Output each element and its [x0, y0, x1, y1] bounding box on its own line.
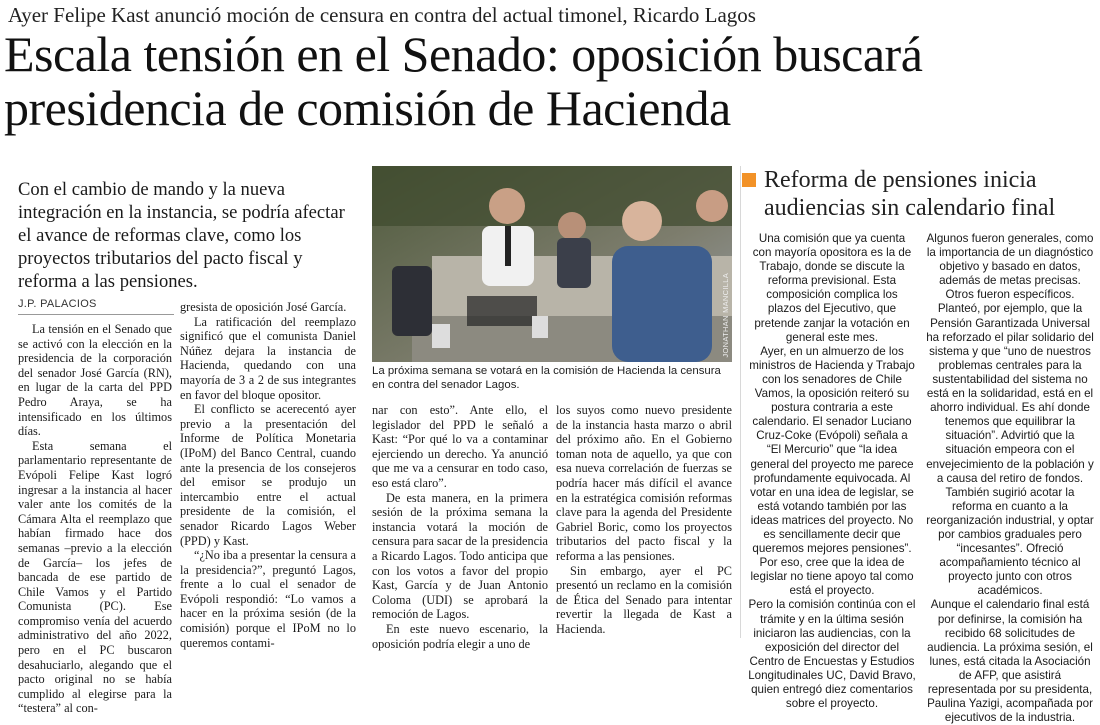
paragraph: “¿No iba a presentar la censura a la presidencia?”, preguntó Lagos, frente a lo cual el senador de Evópoli respondió: “Lo vamos a hacer en la próxima sesión (de la comisión) porque el IPoM no lo queremos contami-	[180, 548, 356, 650]
sidebar-divider	[740, 166, 741, 638]
byline: J.P. PALACIOS	[18, 298, 97, 310]
paragraph: La ratificación del reemplazo significó que el comunista Daniel Núñez dejara la instancia de Hacienda, quedando con una mayoría de 3 a 2 de sus integrantes en favor del bloque opositor.	[180, 314, 356, 402]
orange-square-icon	[742, 173, 756, 187]
paragraph: gresista de oposición José García.	[180, 300, 347, 314]
body-column-3	[372, 403, 548, 651]
headline	[4, 27, 1098, 135]
paragraph: Algunos fueron generales, como la importancia de un diagnóstico objetivo y basado en datos, además de metas precisas.	[926, 232, 1094, 288]
news-photo	[372, 166, 732, 362]
photo-illustration	[372, 166, 732, 362]
photo-credit: JONATHAN MANCILLA	[721, 273, 730, 358]
sidebar-column-1	[748, 232, 916, 711]
lead-paragraph: Con el cambio de mando y la nueva integración en la instancia, se podría afectar el avance de reformas clave, como los proyectos tributarios del pacto fiscal y reforma a las pensiones.	[18, 179, 345, 292]
kicker: Ayer Felipe Kast anunció moción de censura en contra del actual timonel, Ricardo Lagos	[8, 3, 756, 27]
body-column-2	[180, 300, 356, 650]
paragraph: La tensión en el Senado que se activó con la elección en la presidencia de la corporación del senador José García (RN), en lugar de la carta del PPD Pedro Araya, se ha intensificado en los últimos días.	[18, 322, 172, 439]
sidebar-column-2	[924, 232, 1096, 725]
paragraph: En este nuevo escenario, la oposición podría elegir a uno de	[372, 621, 548, 651]
body-column-4	[556, 403, 732, 637]
paragraph: los suyos como nuevo presidente de la instancia hasta marzo o abril del próximo año. En el Gobierno toman nota de aquello, ya que con esa nueva correlación de fuerzas se podría hacer más difícil el avance en la estratégica comisión reformas clave para la agenda del Presidente Gabriel Boric, como los proyectos tributarios del pacto fiscal y la reforma a las pensiones.	[556, 403, 732, 563]
paragraph: Ayer, en un almuerzo de los ministros de Hacienda y Trabajo con los senadores de Chile Vamos, la oposición reiteró su postura contraria a este calendario. El senador Luciano Cruz-Coke (Evópoli) señala a “El Mercurio” que “la idea general del proyecto me parece profundamente equivocada. Al votar en una idea de legislar, se está votando también por las ideas matrices del proyecto. No es sencillamente decir que queremos mejores pensiones”. Por eso, cree que la idea de legislar no tiene apoyo tal como está el proyecto.	[749, 344, 915, 598]
sidebar-title	[742, 166, 1098, 222]
paragraph: Esta semana el parlamentario representante de Evópoli Felipe Kast logró ingresar a la instancia al hacer valer ante los comités de la Cámara Alta el reemplazo que habían firmado hace dos semanas –previo a la elección de García– los jefes de bancada de ese partido de Chile Vamos y el Partido Comunista (PC). Ese compromiso venía del acuerdo administrativo del año 2022, pero en el PC buscaron desahuciarlo, alegando que el pacto original no se había cumplido al elegirse para la “testera” al con-	[18, 438, 172, 716]
paragraph: De esta manera, en la primera sesión de la próxima semana la instancia votará la moción de censura para sacar de la presidencia a Ricardo Lagos. Todo anticipa que con los votos a favor del propio Kast, García y de Juan Antonio Coloma (UDI) se aprobará la remoción de Lagos.	[372, 490, 548, 622]
headline-line-1: Escala tensión en el Senado: oposición buscará	[4, 26, 923, 82]
paragraph: nar con esto”. Ante ello, el legislador del PPD le señaló a Kast: “Por qué lo va a contaminar ejerciendo un derecho. Ya anunció que me va a censurar en todo caso, eso está claro”.	[372, 403, 548, 490]
headline-line-2: presidencia de comisión de Hacienda	[4, 80, 731, 136]
sidebar-title-text: Reforma de pensiones inicia audiencias sin calendario final	[764, 167, 1056, 221]
paragraph: Sin embargo, ayer el PC presentó un reclamo en la comisión de Ética del Senado para intentar revertir la llegada de Kast a Hacienda.	[556, 563, 732, 636]
paragraph: Pero la comisión continúa con el trámite y en la última sesión iniciaron las audiencias, con la exposición del director del Centro de Encuestas y Estudios Longitudinales UC, David Bravo, quien entregó diez comentarios sobre el proyecto.	[748, 598, 916, 711]
byline-rule	[18, 314, 174, 315]
paragraph: Una comisión que ya cuenta con mayoría opositora es la de Trabajo, donde se discute la reforma previsional. Esta composición complica los plazos del Ejecutivo, que pretende zanjar la votación en general este mes.	[752, 232, 912, 344]
paragraph: Otros fueron específicos. Planteó, por ejemplo, que la Pensión Garantizada Universal ha reforzado el pilar solidario del sistema y que “uno de nuestros problemas centrales para la sustentabilidad del sistema no está en la solidaridad, está en el ahorro individual. Es ahí donde tenemos que equilibrar la situación”. Advirtió que la situación empeora con el envejecimiento de la población y a causa del retiro de fondos. También sugirió acotar la reforma en cuanto a la reorganización industrial, y optar por cambios graduales pero “incesantes”. Ofreció acompañamiento técnico al proyecto junto con otros académicos.	[926, 288, 1094, 598]
paragraph: El conflicto se acerecentó ayer previo a la presentación del Informe de Política Monetaria (IPoM) del Banco Central, cuando ante la presencia de los consejeros del emisor se produjo un intercambio entre el actual presidente de la comisión, el senador Ricardo Lagos Weber (PPD) y Kast.	[180, 402, 356, 548]
paragraph: Aunque el calendario final está por definirse, la comisión ha recibido 68 solicitudes de audiencia. La próxima sesión, el lunes, está citada la Asociación de AFP, que asistirá representada por su presidenta, Paulina Yazigi, acompañada por ejecutivos de la industria.	[927, 598, 1093, 725]
body-column-1	[18, 322, 172, 716]
photo-caption: La próxima semana se votará en la comisión de Hacienda la censura en contra del senador Lagos.	[372, 365, 721, 391]
